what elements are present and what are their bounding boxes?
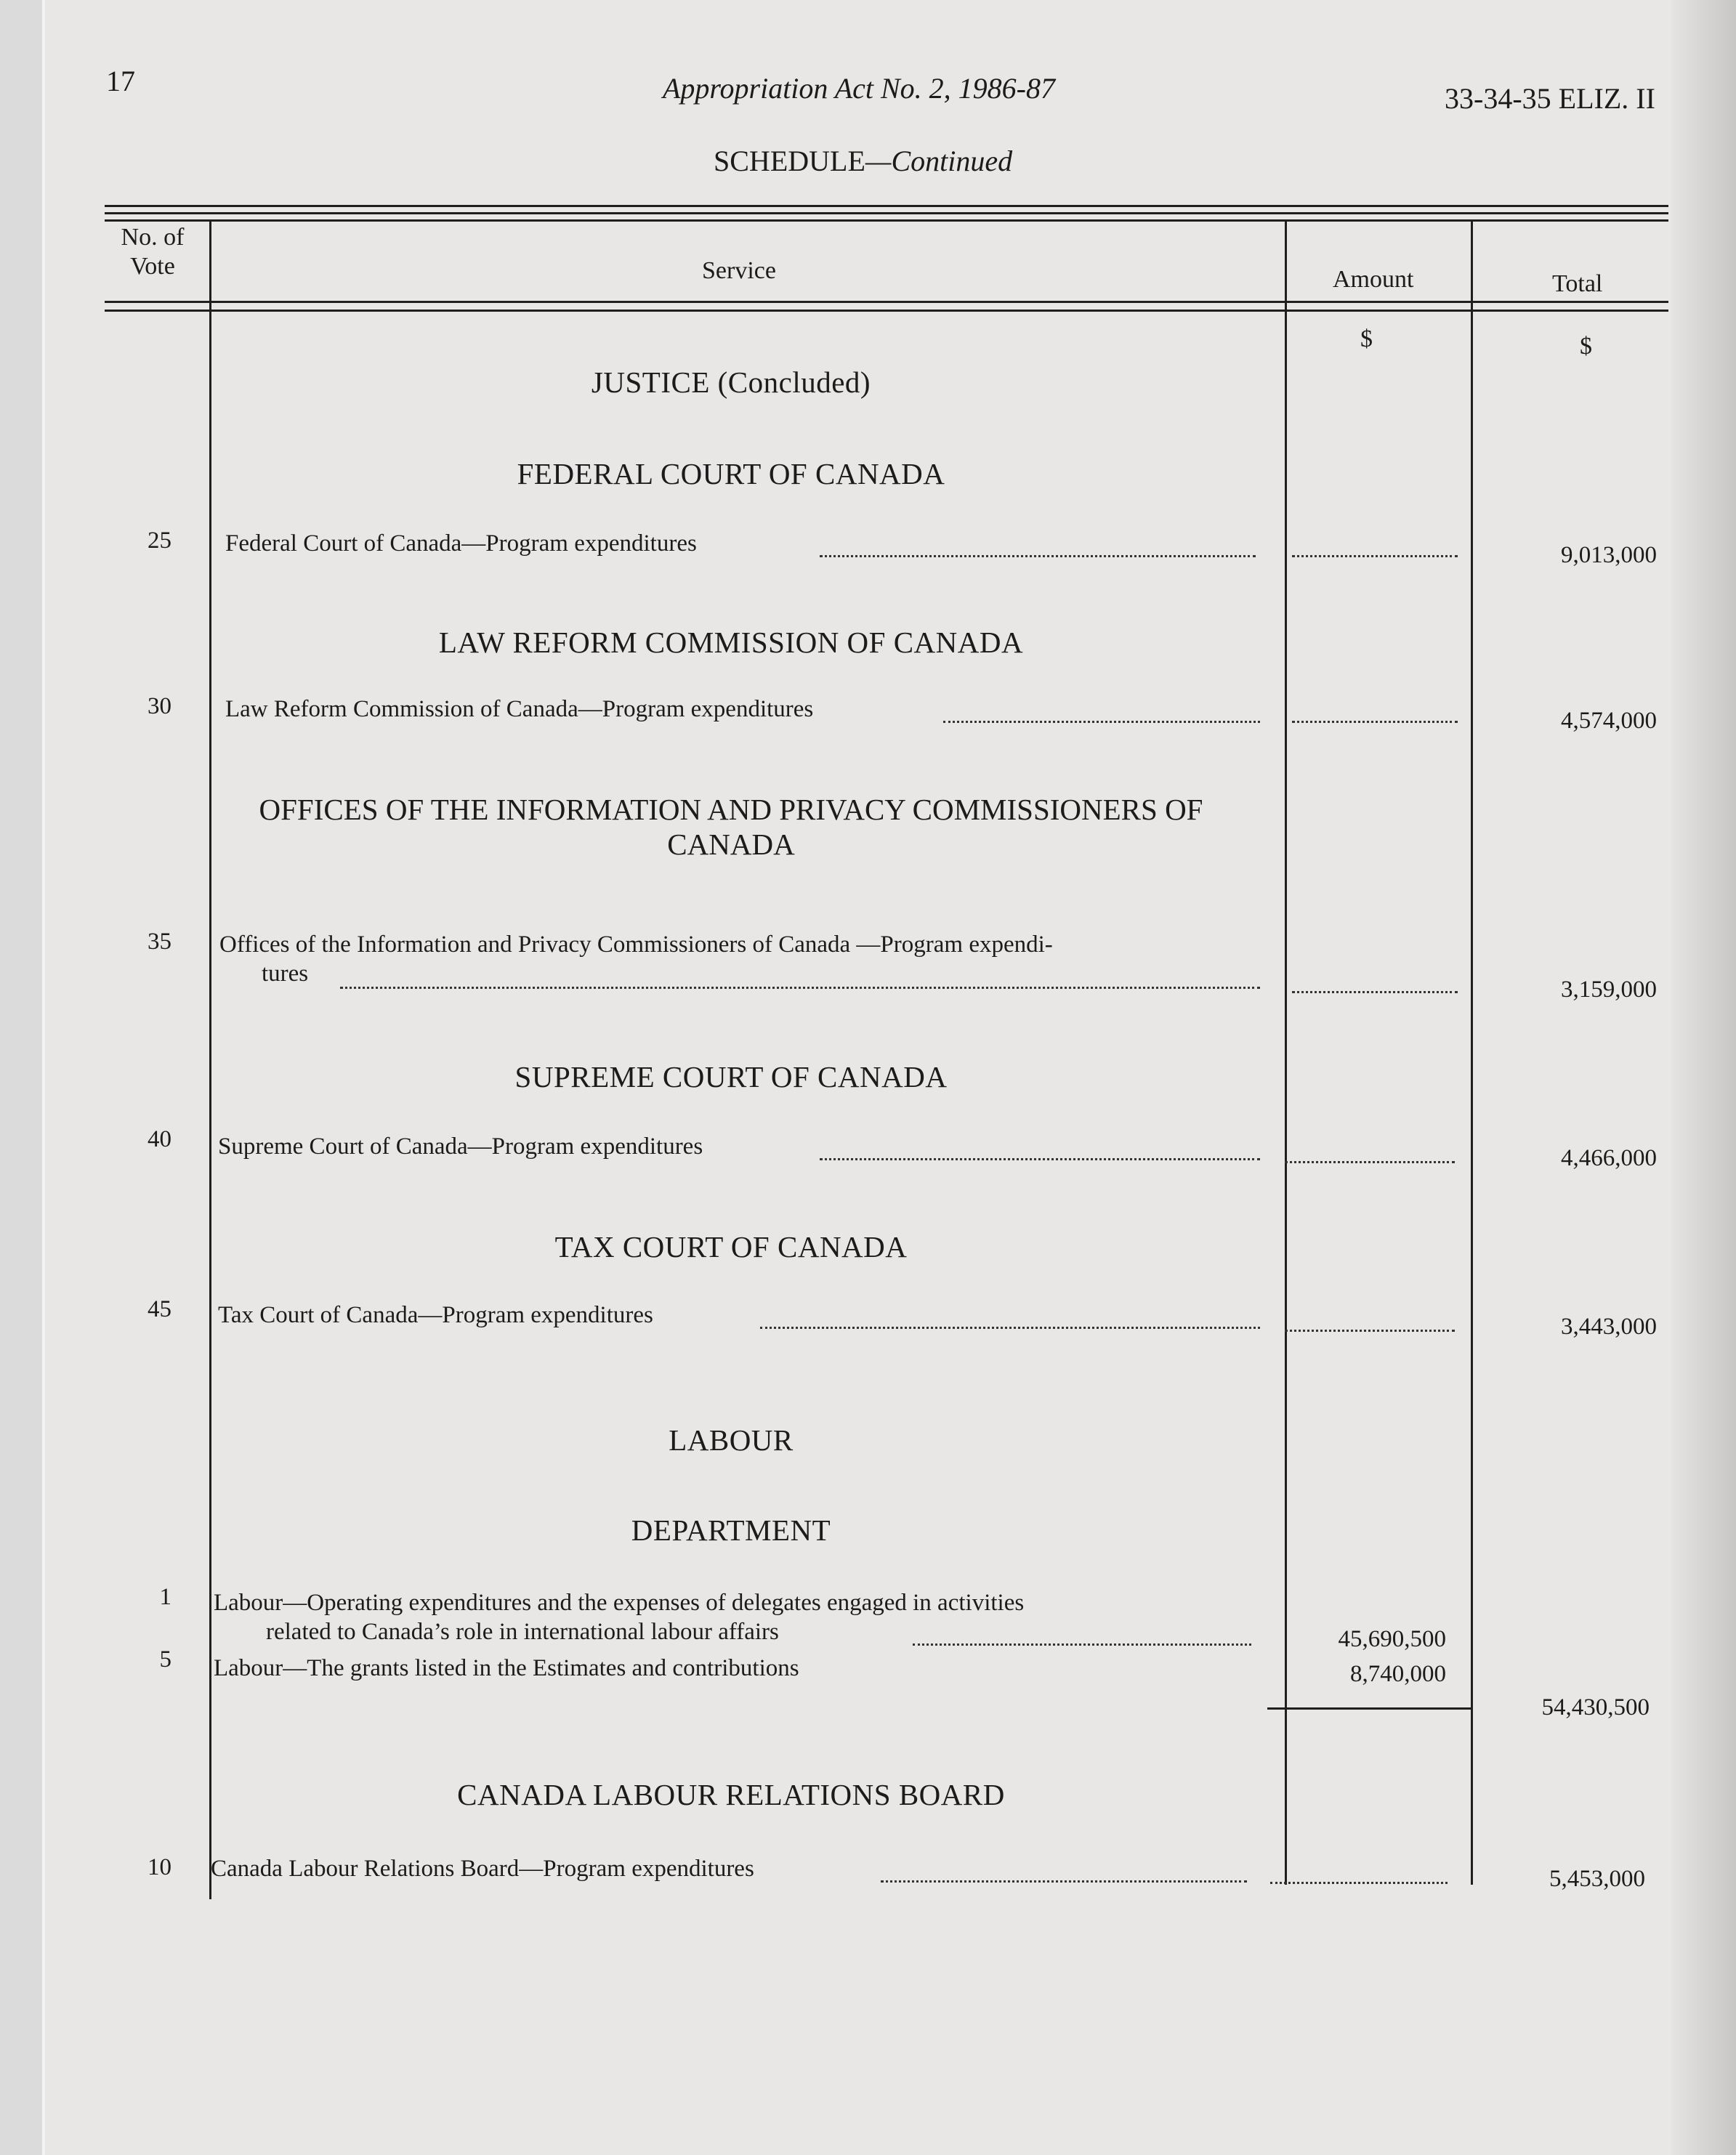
leader-dots [1270, 1882, 1448, 1884]
vote-column-header-line1: No. of [121, 224, 185, 251]
page-title: Appropriation Act No. 2, 1986-87 [663, 72, 1055, 105]
service-description: Federal Court of Canada—Program expenditures [225, 530, 697, 557]
service-description: Tax Court of Canada—Program expenditures [218, 1302, 653, 1328]
leader-dots [943, 721, 1260, 723]
service-description: Canada Labour Relations Board—Program expenditures [211, 1856, 754, 1882]
row-total: 3,443,000 [1561, 1314, 1657, 1340]
leader-dots [340, 987, 1260, 989]
table-top-rule-3 [105, 219, 1668, 222]
service-description-line2: tures [262, 961, 309, 987]
section-heading-labour: LABOUR [669, 1423, 794, 1457]
row-total: 4,574,000 [1561, 708, 1657, 734]
section-heading-law-reform: LAW REFORM COMMISSION OF CANADA [438, 626, 1024, 659]
service-description-line1: Labour—Operating expenditures and the expenses of delegates engaged in activities [214, 1590, 1025, 1616]
schedule-continued: —Continued [865, 145, 1013, 177]
section-heading-department: DEPARTMENT [631, 1513, 831, 1547]
leader-dots [1285, 1161, 1455, 1163]
schedule-title [714, 147, 1012, 176]
vote-number: 10 [148, 1854, 171, 1880]
leader-dots [1292, 555, 1458, 557]
leader-dots [881, 1880, 1247, 1883]
table-header-rule-1 [105, 301, 1668, 303]
amount-unit: $ [1360, 326, 1373, 352]
section-heading-federal-court: FEDERAL COURT OF CANADA [517, 457, 945, 490]
page-number: 17 [106, 65, 135, 97]
vote-number: 35 [148, 929, 171, 955]
vote-number: 1 [159, 1584, 171, 1610]
service-description-line2: related to Canada’s role in international labour affairs [266, 1619, 779, 1645]
row-total: 3,159,000 [1561, 977, 1657, 1003]
leader-dots [820, 1158, 1260, 1160]
table-top-rule-1 [105, 205, 1668, 207]
table-top-rule-2 [105, 212, 1668, 214]
section-heading-info-privacy: OFFICES OF THE INFORMATION AND PRIVACY COMMISSIONERS OF CANADA [259, 793, 1203, 861]
section-heading-tax-court: TAX COURT OF CANADA [554, 1230, 908, 1264]
vote-column-rule [209, 219, 211, 1899]
total-column-header: Total [1552, 270, 1603, 297]
vote-number: 30 [148, 693, 171, 719]
page-gutter-shadow [1671, 0, 1736, 2155]
schedule-label: SCHEDULE [714, 145, 865, 177]
section-heading-clrb: CANADA LABOUR RELATIONS BOARD [457, 1778, 1005, 1811]
leader-dots [760, 1327, 1260, 1329]
leader-dots [1292, 721, 1458, 723]
labour-subtotal-rule [1267, 1707, 1472, 1710]
leader-dots [1285, 1330, 1455, 1332]
row-amount: 8,740,000 [1350, 1661, 1446, 1687]
leader-dots [1292, 991, 1458, 993]
amount-column-right-rule [1471, 219, 1473, 1885]
row-amount: 45,690,500 [1338, 1626, 1446, 1652]
service-description: Labour—The grants listed in the Estimates and contributions [214, 1655, 799, 1681]
section-heading-justice: JUSTICE (Concluded) [591, 365, 871, 399]
vote-number: 45 [148, 1296, 171, 1322]
row-total: 5,453,000 [1549, 1866, 1645, 1892]
regnal-year: 33-34-35 ELIZ. II [1445, 82, 1655, 115]
service-column-header: Service [702, 257, 776, 284]
page-edge-shadow [0, 0, 42, 2155]
leader-dots [820, 555, 1256, 557]
total-unit: $ [1580, 333, 1592, 360]
row-total: 4,466,000 [1561, 1145, 1657, 1171]
vote-number: 25 [148, 527, 171, 554]
labour-department-total: 54,430,500 [1541, 1694, 1650, 1721]
amount-column-header: Amount [1333, 266, 1414, 293]
section-heading-supreme-court: SUPREME COURT OF CANADA [514, 1060, 948, 1093]
service-description: Law Reform Commission of Canada—Program expenditures [225, 696, 814, 722]
service-description-line1: Offices of the Information and Privacy Commissioners of Canada —Program expendi- [219, 931, 1053, 958]
vote-number: 5 [159, 1646, 171, 1673]
table-header-rule-2 [105, 310, 1668, 312]
vote-column-header-line2: Vote [130, 253, 175, 280]
row-total: 9,013,000 [1561, 542, 1657, 568]
vote-number: 40 [148, 1126, 171, 1152]
service-description: Supreme Court of Canada—Program expenditures [218, 1133, 703, 1160]
leader-dots [913, 1643, 1251, 1646]
page-edge-highlight [42, 0, 45, 2155]
